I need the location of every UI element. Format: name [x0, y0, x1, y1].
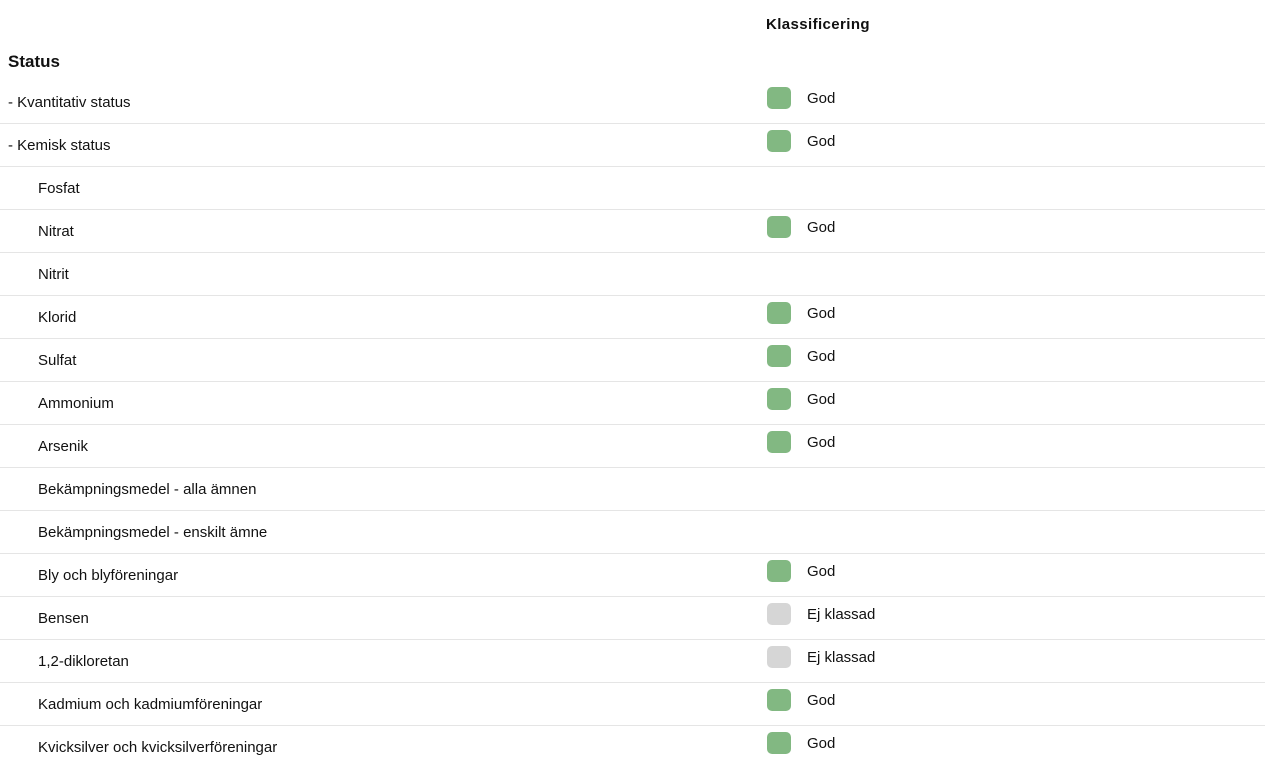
status-text: God: [807, 132, 836, 150]
table-row: [0, 339, 1265, 382]
row-label: Sulfat: [38, 352, 77, 369]
status-text: God: [807, 433, 836, 451]
status-indicator: [767, 603, 875, 625]
status-indicator: [767, 560, 835, 582]
row-label: Arsenik: [38, 438, 89, 455]
status-swatch-icon: [767, 689, 791, 711]
row-label: Bensen: [38, 610, 89, 627]
table-row: [0, 640, 1265, 683]
section-title: Status: [8, 52, 60, 71]
status-swatch-icon: [767, 87, 791, 109]
row-label: Fosfat: [38, 180, 80, 197]
status-swatch-icon: [767, 603, 791, 625]
table-row: [0, 124, 1265, 167]
status-indicator: [767, 302, 835, 324]
row-label: Kadmium och kadmiumföreningar: [38, 696, 263, 713]
table-row: [0, 382, 1265, 425]
status-swatch-icon: [767, 388, 791, 410]
status-swatch-icon: [767, 345, 791, 367]
row-label: Bly och blyföreningar: [38, 567, 179, 584]
status-table: [0, 81, 1265, 769]
status-text: Ej klassad: [807, 648, 876, 666]
status-indicator: [767, 646, 875, 668]
table-row: [0, 468, 1265, 511]
status-text: God: [807, 347, 836, 365]
table-row: [0, 511, 1265, 554]
table-row: [0, 425, 1265, 468]
status-text: God: [807, 304, 836, 322]
row-label: Nitrat: [38, 223, 74, 240]
row-label: Nitrit: [38, 266, 69, 283]
status-text: God: [807, 734, 836, 752]
table-row: [0, 726, 1265, 769]
status-indicator: [767, 216, 835, 238]
table-row: [0, 296, 1265, 339]
table-row: [0, 554, 1265, 597]
table-row: [0, 210, 1265, 253]
table-row: [0, 683, 1265, 726]
row-label: - Kemisk status: [8, 137, 111, 154]
row-label: Bekämpningsmedel - enskilt ämne: [38, 524, 268, 541]
status-swatch-icon: [767, 431, 791, 453]
table-row: [0, 81, 1265, 124]
status-swatch-icon: [767, 560, 791, 582]
row-label: Bekämpningsmedel - alla ämnen: [38, 481, 257, 498]
row-label: 1,2-dikloretan: [38, 653, 129, 670]
status-text: God: [807, 691, 836, 709]
table-row: [0, 253, 1265, 296]
status-swatch-icon: [767, 130, 791, 152]
status-indicator: [767, 431, 835, 453]
status-indicator: [767, 345, 835, 367]
status-text: God: [807, 562, 836, 580]
status-text: God: [807, 89, 836, 107]
status-swatch-icon: [767, 732, 791, 754]
status-swatch-icon: [767, 646, 791, 668]
table-row: [0, 167, 1265, 210]
status-indicator: [767, 388, 835, 410]
status-swatch-icon: [767, 302, 791, 324]
row-label: Ammonium: [38, 395, 114, 412]
classification-column-header: Klassificering: [766, 16, 870, 33]
status-text: Ej klassad: [807, 605, 876, 623]
status-swatch-icon: [767, 216, 791, 238]
status-indicator: [767, 732, 835, 754]
status-text: God: [807, 218, 836, 236]
status-indicator: [767, 689, 835, 711]
status-indicator: [767, 87, 835, 109]
status-indicator: [767, 130, 835, 152]
table-row: [0, 597, 1265, 640]
row-label: Kvicksilver och kvicksilverföreningar: [38, 739, 278, 756]
row-label: Klorid: [38, 309, 77, 326]
row-label: - Kvantitativ status: [8, 94, 131, 111]
status-text: God: [807, 390, 836, 408]
